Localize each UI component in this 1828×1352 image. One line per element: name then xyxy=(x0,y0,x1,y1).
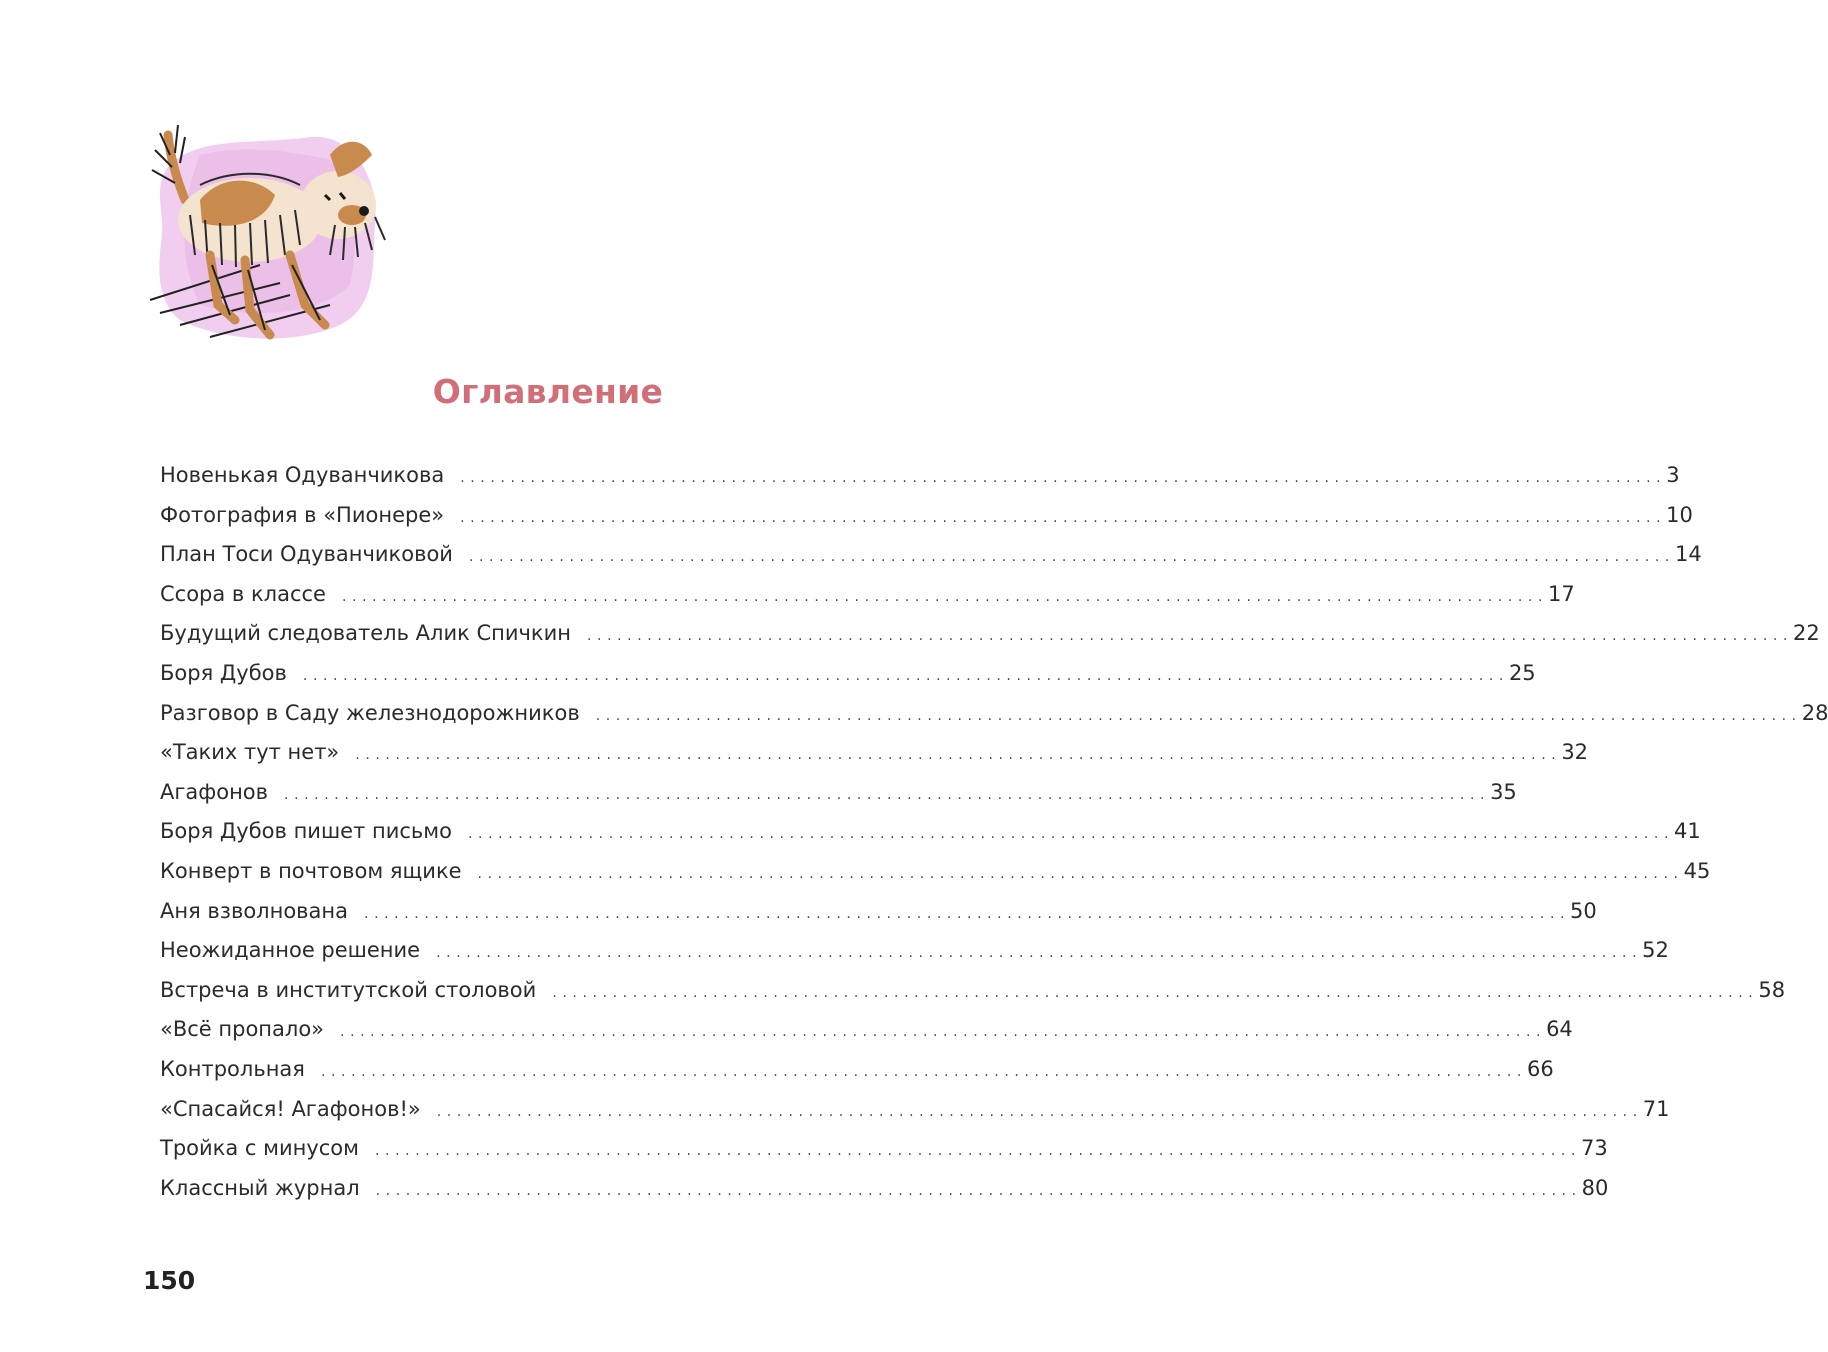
toc-entry-page: 32 xyxy=(1561,740,1589,765)
toc-entry-title: «Спасайся! Агафонов!» xyxy=(160,1096,421,1121)
toc-entry-page: 80 xyxy=(1581,1175,1609,1200)
toc-entry[interactable] xyxy=(160,931,1669,971)
toc-entry-page: 17 xyxy=(1548,581,1575,606)
dot-leader: ........................................................................................................................ xyxy=(477,865,1684,882)
toc-entry-title: Фотография в «Пионере» xyxy=(160,502,445,527)
dot-leader: ........................................................................................................................ xyxy=(284,786,1491,803)
toc-entry-page: 45 xyxy=(1683,858,1711,883)
toc-entry[interactable] xyxy=(160,812,1701,852)
dot-leader: ........................................................................................................................ xyxy=(436,1103,1643,1120)
dot-leader: ........................................................................................................................ xyxy=(468,549,1675,566)
page-title: Оглавление xyxy=(432,372,664,411)
shaggy-dog-illustration-icon xyxy=(140,115,390,350)
dot-leader: ........................................................................................................................ xyxy=(320,1063,1527,1080)
dot-leader: ........................................................................................................................ xyxy=(364,905,1571,922)
toc-entry-page: 28 xyxy=(1801,700,1828,725)
toc-entry-page: 64 xyxy=(1546,1017,1573,1042)
toc-entry-title: План Тоси Одуванчиковой xyxy=(160,542,453,567)
toc-entry-title: Агафонов xyxy=(160,779,269,804)
toc-entry-page: 66 xyxy=(1526,1056,1554,1081)
toc-entry[interactable] xyxy=(160,496,1693,536)
toc-entry[interactable] xyxy=(160,1090,1670,1130)
toc-entry[interactable] xyxy=(160,1129,1608,1169)
toc-entry-page: 73 xyxy=(1581,1136,1608,1161)
toc-entry-page: 14 xyxy=(1674,542,1702,567)
toc-entry-page: 71 xyxy=(1642,1096,1670,1121)
toc-entry-title: Классный журнал xyxy=(160,1175,360,1200)
dot-leader: ........................................................................................................................ xyxy=(460,509,1667,526)
toc-entry-title: Встреча в институтской столовой xyxy=(160,977,537,1002)
dot-leader: ........................................................................................................................ xyxy=(340,1024,1547,1041)
toc-entry-title: Конверт в почтовом ящике xyxy=(160,858,462,883)
toc-entry-page: 52 xyxy=(1642,938,1669,963)
dot-leader: ........................................................................................................................ xyxy=(586,628,1793,645)
toc-entry-title: Боря Дубов пишет письмо xyxy=(160,819,452,844)
toc-entry[interactable] xyxy=(160,892,1597,932)
page-number: 150 xyxy=(143,1266,196,1295)
toc-entry-title: Ссора в классе xyxy=(160,581,326,606)
dot-leader: ........................................................................................................................ xyxy=(341,588,1549,605)
dot-leader: ........................................................................................................................ xyxy=(302,667,1509,684)
toc-entry[interactable] xyxy=(160,1169,1609,1209)
toc-entry[interactable] xyxy=(160,575,1575,615)
toc-entry-title: Неожиданное решение xyxy=(160,938,421,963)
toc-entry[interactable] xyxy=(160,614,1820,654)
dot-leader: ........................................................................................................................ xyxy=(355,747,1562,764)
toc-entry-page: 22 xyxy=(1793,621,1820,646)
dog-illustration xyxy=(140,115,390,350)
dot-leader: ........................................................................................................................ xyxy=(595,707,1802,724)
toc-entry[interactable] xyxy=(160,733,1589,773)
table-of-contents xyxy=(160,456,1828,1208)
dot-leader: ........................................................................................................................ xyxy=(460,470,1667,486)
toc-entry[interactable] xyxy=(160,773,1517,813)
toc-entry[interactable] xyxy=(160,852,1711,892)
dot-leader: ........................................................................................................................ xyxy=(436,945,1643,962)
toc-entry-title: «Таких тут нет» xyxy=(160,740,340,765)
toc-entry[interactable] xyxy=(160,654,1536,694)
dot-leader: ........................................................................................................................ xyxy=(375,1143,1582,1160)
toc-entry-title: Боря Дубов xyxy=(160,660,287,685)
toc-entry-page: 10 xyxy=(1666,502,1693,527)
toc-entry-page: 25 xyxy=(1508,660,1536,685)
dot-leader: ........................................................................................................................ xyxy=(468,826,1675,843)
toc-entry-page: 35 xyxy=(1490,779,1517,804)
toc-entry-page: 58 xyxy=(1758,977,1786,1002)
toc-entry-title: Контрольная xyxy=(160,1056,305,1081)
toc-entry[interactable] xyxy=(160,694,1828,734)
toc-entry-title: Тройка с минусом xyxy=(160,1136,359,1161)
toc-entry-title: «Всё пропало» xyxy=(160,1017,325,1042)
toc-entry-title: Будущий следователь Алик Спичкин xyxy=(160,621,571,646)
toc-entry-title: Новенькая Одуванчикова xyxy=(160,463,445,487)
dot-leader: ........................................................................................................................ xyxy=(375,1182,1582,1199)
toc-entry-page: 3 xyxy=(1666,463,1680,487)
dot-leader: ........................................................................................................................ xyxy=(552,984,1759,1001)
toc-entry[interactable] xyxy=(160,1010,1573,1050)
toc-entry[interactable] xyxy=(160,456,1680,496)
toc-entry[interactable] xyxy=(160,535,1702,575)
toc-entry-page: 41 xyxy=(1674,819,1701,844)
toc-entry[interactable] xyxy=(160,971,1786,1011)
toc-entry-title: Аня взволнована xyxy=(160,898,349,923)
toc-entry-page: 50 xyxy=(1570,898,1597,923)
toc-entry[interactable] xyxy=(160,1050,1554,1090)
toc-entry-title: Разговор в Саду железнодорожников xyxy=(160,700,580,725)
